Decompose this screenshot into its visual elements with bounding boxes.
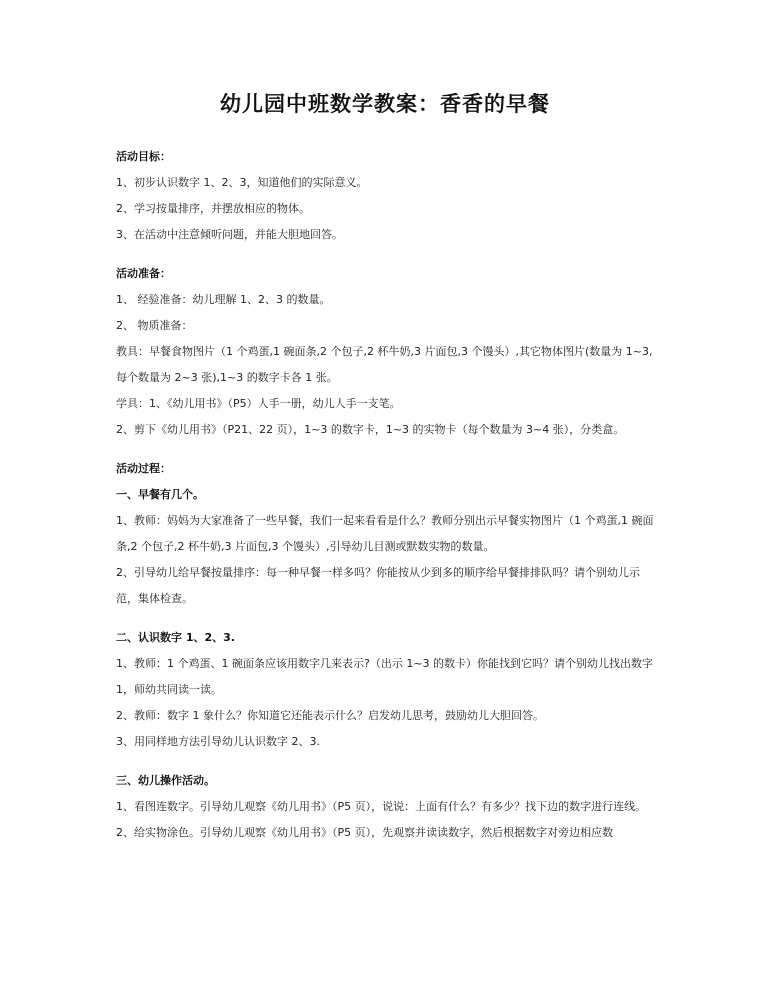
goal-item: 2、学习按量排序，并摆放相应的物体。 (116, 202, 310, 215)
process-paragraph: 2、给实物涂色。引导幼儿观察《幼儿用书》（P5 页），先观察并读读数字，然后根据数字对旁边相应数 (116, 826, 614, 839)
prep-teacher-materials: 教具：早餐食物图片（1 个鸡蛋,1 碗面条,2 个包子,2 杯牛奶,3 片面包,3 个馒头）,其它物体图片(数量为 1~3,每个数量为 2~3 张),1~3 的数字卡各 1 张。 (116, 345, 653, 384)
section-gap (116, 755, 661, 768)
process-paragraph: 1、教师：妈妈为大家准备了一些早餐，我们一起来看看是什么？教师分别出示早餐实物图片（1 个鸡蛋,1 碗面条,2 个包子,2 杯牛奶,3 片面包,3 个馒头）,引导幼儿目测或默数实物的数量。 (116, 514, 654, 553)
process-part2-heading: 二、认识数字 1、2、3. (116, 631, 235, 644)
section-heading-goals: 活动目标： (116, 150, 171, 163)
prep-item: 1、 经验准备：幼儿理解 1、2、3 的数量。 (116, 293, 331, 306)
prep-student-materials-2: 2、剪下《幼儿用书》（P21、22 页），1~3 的数字卡，1~3 的实物卡（每个数量为 3~4 张），分类盒。 (116, 423, 625, 436)
section-heading-prep: 活动准备： (116, 267, 171, 280)
section-heading-process: 活动过程： (116, 462, 171, 475)
prep-item: 2、 物质准备： (116, 319, 193, 332)
process-paragraph: 2、教师：数字 1 象什么？你知道它还能表示什么？启发幼儿思考，鼓励幼儿大胆回答。 (116, 709, 544, 722)
section-gap (116, 443, 661, 456)
goal-item: 1、初步认识数字 1、2、3，知道他们的实际意义。 (116, 176, 368, 189)
process-paragraph: 2、引导幼儿给早餐按量排序：每一种早餐一样多吗？你能按从少到多的顺序给早餐排排队吗？请个别幼儿示范，集体检查。 (116, 566, 640, 605)
process-paragraph: 1、看图连数字。引导幼儿观察《幼儿用书》（P5 页），说说：上面有什么？有多少？找下边的数字进行连线。 (116, 800, 647, 813)
process-paragraph: 3、用同样地方法引导幼儿认识数字 2、3. (116, 735, 320, 748)
process-paragraph: 1、教师：1 个鸡蛋、1 碗面条应该用数字几来表示?（出示 1~3 的数卡）你能找到它吗？请个别幼儿找出数字 1，师幼共同读一读。 (116, 657, 654, 696)
process-part3-heading: 三、幼儿操作活动。 (116, 774, 215, 787)
document-body (116, 144, 661, 846)
goal-item: 3、在活动中注意倾听问题，并能大胆地回答。 (116, 228, 343, 241)
prep-student-materials-1: 学具：1、《幼儿用书》（P5）人手一册，幼儿人手一支笔。 (116, 397, 401, 410)
section-gap (116, 248, 661, 261)
process-part1-heading: 一、早餐有几个。 (116, 488, 204, 501)
section-gap (116, 612, 661, 625)
document-title: 幼儿园中班数学教案：香香的早餐 (220, 91, 550, 116)
